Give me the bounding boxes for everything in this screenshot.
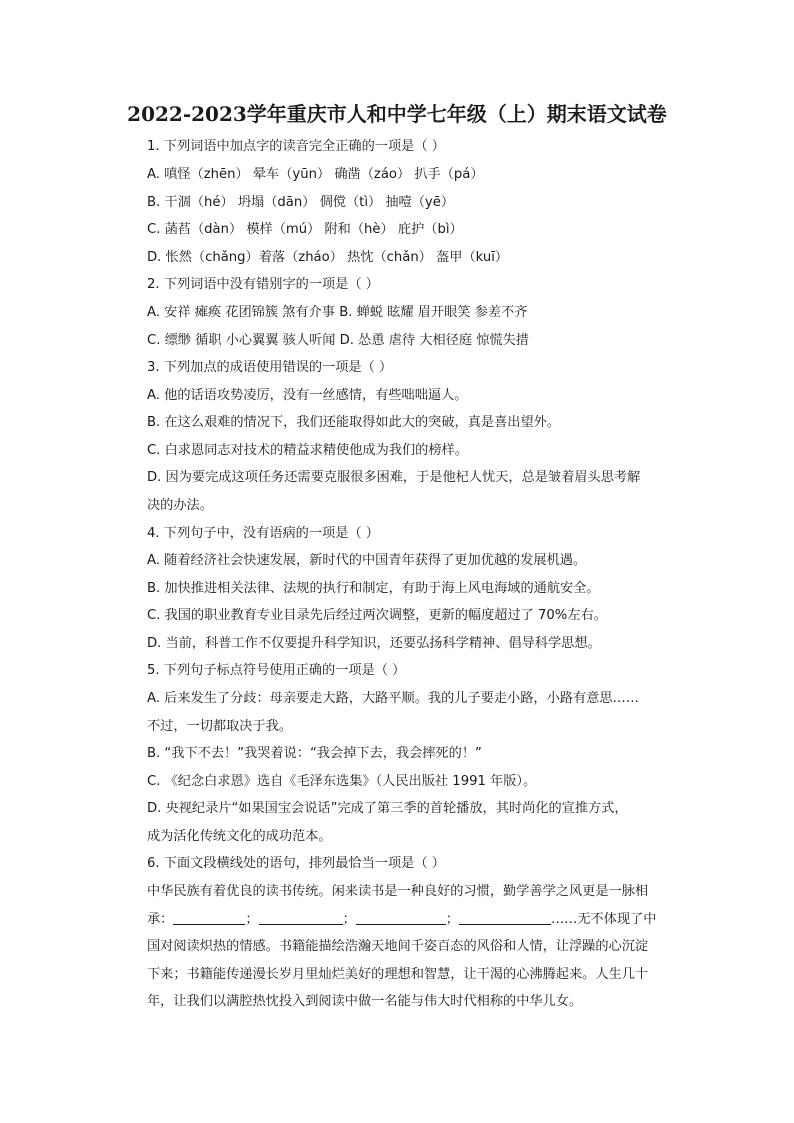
answer-blank-1[interactable] xyxy=(173,911,245,925)
q6-passage-line-5: 年，让我们以满腔热忱投入到阅读中做一名能与伟大时代相称的中华儿女。 xyxy=(147,994,583,1009)
q5-stem: 5. 下列句子标点符号使用正确的一项是（ ） xyxy=(147,663,406,678)
q4-option-d: D. 当前，科普工作不仅要提升科学知识，还要弘扬科学精神、倡导科学思想。 xyxy=(147,636,601,651)
q6-passage-line-1: 中华民族有着优良的读书传统。闲来读书是一种良好的习惯，勤学善学之风更是一脉相 xyxy=(147,884,649,899)
q2-options-ab: A. 安祥 瘫痪 花团锦簇 煞有介事 B. 蝉蜕 眩耀 眉开眼笑 参差不齐 xyxy=(147,305,528,320)
q5-option-c: C. 《纪念白求恩》选自《毛泽东选集》（人民出版社 1991 年版）。 xyxy=(147,774,537,789)
q1-stem: 1. 下列词语中加点字的读音完全正确的一项是（ ） xyxy=(147,139,445,154)
q1-option-a: A. 嗔怪（zhēn） 晕车（yūn） 确凿（záo） 扒手（pá） xyxy=(147,167,484,182)
q5-option-a-cont: 不过，一切都取决于我。 xyxy=(147,719,293,734)
answer-blank-3[interactable] xyxy=(356,911,446,925)
q1-option-d: D. 怅然（chǎng）着落（zháo） 热忱（chǎn） 盔甲（kuī） xyxy=(147,250,509,265)
q5-option-d-cont: 成为活化传统文化的成功范本。 xyxy=(147,829,332,844)
q6-passage-line-4: 下来；书籍能传递漫长岁月里灿烂美好的理想和智慧，让干渴的心沸腾起来。人生几十 xyxy=(147,967,649,982)
q6-stem: 6. 下面文段横线处的语句，排列最恰当一项是（ ） xyxy=(147,856,445,871)
q3-option-a: A. 他的话语攻势凌厉，没有一丝感情，有些咄咄逼人。 xyxy=(147,388,468,403)
q3-option-c: C. 白求恩同志对技术的精益求精使他成为我们的榜样。 xyxy=(147,443,468,458)
q3-stem: 3. 下列加点的成语使用错误的一项是（ ） xyxy=(147,360,393,375)
blank-separator: ； xyxy=(445,912,459,927)
answer-blank-4[interactable] xyxy=(459,911,551,925)
q4-option-b: B. 加快推进相关法律、法规的执行和制定，有助于海上风电海域的通航安全。 xyxy=(147,581,600,596)
q4-option-c: C. 我国的职业教育专业目录先后经过两次调整，更新的幅度超过了 70%左右。 xyxy=(147,608,607,623)
blank-separator: ； xyxy=(245,912,259,927)
q4-stem: 4. 下列句子中，没有语病的一项是（ ） xyxy=(147,526,379,541)
q1-option-b: B. 干涸（hé） 坍塌（dān） 倜傥（tì） 抽噎（yē） xyxy=(147,195,455,210)
q1-option-c: C. 菡萏（dàn） 模样（mú） 附和（hè） 庇护（bì） xyxy=(147,222,463,237)
q2-options-cd: C. 缥缈 循职 小心翼翼 骇人听闻 D. 怂恿 虐待 大相径庭 惊慌失措 xyxy=(147,333,529,348)
q5-option-d: D. 央视纪录片“如果国宝会说话”完成了第三季的首轮播放，其时尚化的宣推方式， xyxy=(147,801,628,816)
q2-stem: 2. 下列词语中没有错别字的一项是（ ） xyxy=(147,277,379,292)
q4-option-a: A. 随着经济社会快速发展，新时代的中国青年获得了更加优越的发展机遇。 xyxy=(147,553,587,568)
q3-option-b: B. 在这么艰难的情况下，我们还能取得如此大的突破，真是喜出望外。 xyxy=(147,415,561,430)
q5-option-b: B. “我下不去！”我哭着说：“我会掉下去，我会摔死的！” xyxy=(147,746,482,761)
q6-blank-line xyxy=(147,911,656,929)
answer-blank-2[interactable] xyxy=(259,911,343,925)
blank-separator: ； xyxy=(342,912,356,927)
page-title: 2022-2023学年重庆市人和中学七年级（上）期末语文试卷 xyxy=(127,102,667,126)
q5-option-a: A. 后来发生了分歧：母亲要走大路，大路平顺。我的儿子要走小路，小路有意思…… xyxy=(147,691,639,706)
q6-passage-line-3: 国对阅读炽热的情感。书籍能描绘浩瀚天地间千姿百态的风俗和人情，让浮躁的心沉淀 xyxy=(147,939,649,954)
blank-lead-text: 承： xyxy=(147,912,174,927)
blank-tail-text: ……无不体现了中 xyxy=(550,912,657,927)
q3-option-d-cont: 决的办法。 xyxy=(147,498,213,513)
q3-option-d: D. 因为要完成这项任务还需要克服很多困难，于是他杞人忧天，总是皱着眉头思考解 xyxy=(147,470,641,485)
